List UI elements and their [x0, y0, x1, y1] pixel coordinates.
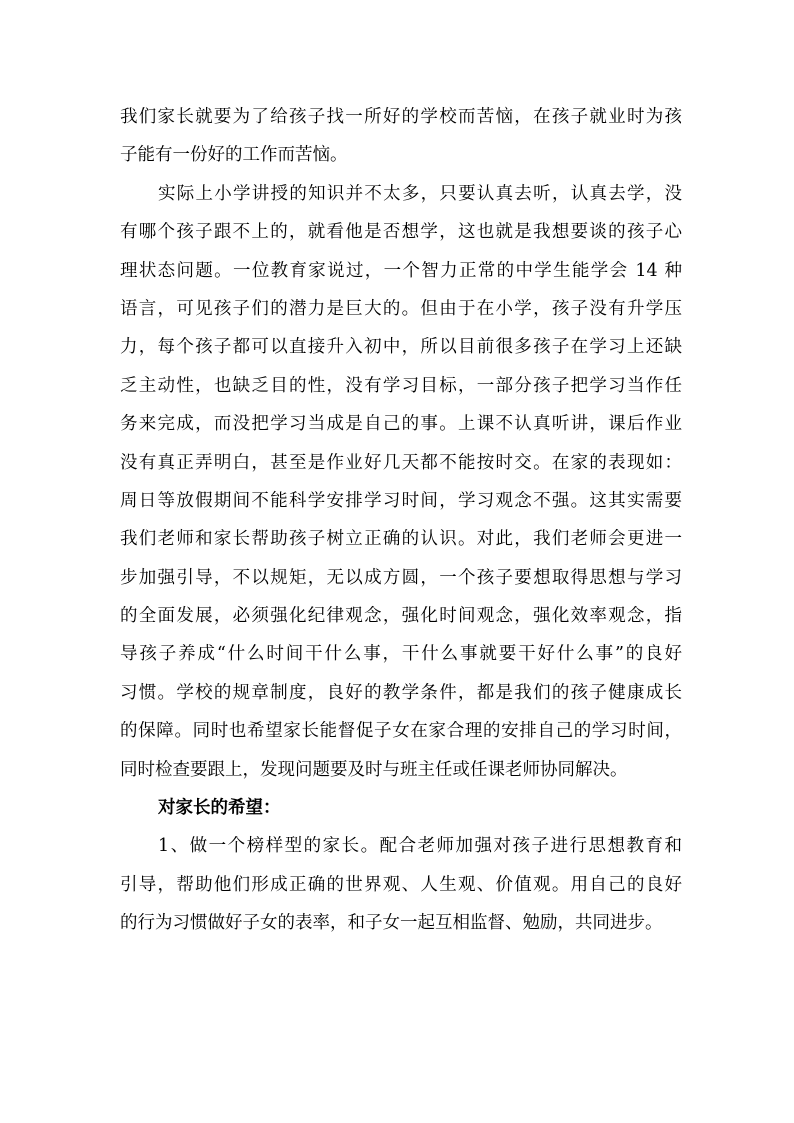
paragraph: [120, 98, 682, 175]
text-line: 的行为习惯做好子女的表率，和子女一起互相监督、勉励，共同进步。: [120, 913, 663, 934]
text-line: 我们老师和家长帮助孩子树立正确的认识。对此，我们老师会更进一: [120, 529, 682, 550]
document-page: [120, 98, 682, 943]
text-line: 力，每个孩子都可以直接升入初中，所以目前很多孩子在学习上还缺: [120, 337, 682, 358]
text-line: 实际上小学讲授的知识并不太多，只要认真去听，认真去学，没: [158, 183, 682, 204]
text-line: 语言，可见孩子们的潜力是巨大的。但由于在小学，孩子没有升学压: [120, 298, 682, 319]
section-heading: [120, 789, 682, 827]
text-line: 的全面发展，必须强化纪律观念，强化时间观念，强化效率观念，指: [120, 606, 682, 627]
text-line: 周日等放假期间不能科学安排学习时间，学习观念不强。这其实需要: [120, 490, 682, 511]
paragraph: [120, 827, 682, 942]
text-line: 理状态问题。一位教育家说过，一个智力正常的中学生能学会 14 种: [120, 260, 682, 281]
text-line: 的保障。同时也希望家长能督促子女在家合理的安排自己的学习时间，: [120, 721, 682, 742]
text-line: 步加强引导，不以规矩，无以成方圆，一个孩子要想取得思想与学习: [120, 567, 682, 588]
text-line: 导孩子养成“什么时间干什么事，干什么事就要干好什么事”的良好: [120, 644, 682, 665]
text-line: 乏主动性，也缺乏目的性，没有学习目标，一部分孩子把学习当作任: [120, 375, 682, 396]
heading-text: 对家长的希望：: [158, 798, 281, 819]
text-line: 1、做一个榜样型的家长。配合老师加强对孩子进行思想教育和: [158, 836, 682, 857]
text-line: 习惯。学校的规章制度，良好的教学条件，都是我们的孩子健康成长: [120, 682, 682, 703]
text-line: 我们家长就要为了给孩子找一所好的学校而苦恼，在孩子就业时为孩: [120, 107, 682, 127]
text-line: 务来完成，而没把学习当成是自己的事。上课不认真听讲，课后作业: [120, 414, 682, 435]
text-line: 同时检查要跟上，发现问题要及时与班主任或任课老师协同解决。: [120, 759, 628, 780]
text-line: 没有真正弄明白，甚至是作业好几天都不能按时交。在家的表现如：: [120, 452, 682, 473]
paragraph: [120, 175, 682, 789]
text-line: 子能有一份好的工作而苦恼。: [120, 145, 348, 166]
text-line: 有哪个孩子跟不上的，就看他是否想学，这也就是我想要谈的孩子心: [120, 222, 682, 243]
text-line: 引导，帮助他们形成正确的世界观、人生观、价值观。用自己的良好: [120, 874, 682, 895]
